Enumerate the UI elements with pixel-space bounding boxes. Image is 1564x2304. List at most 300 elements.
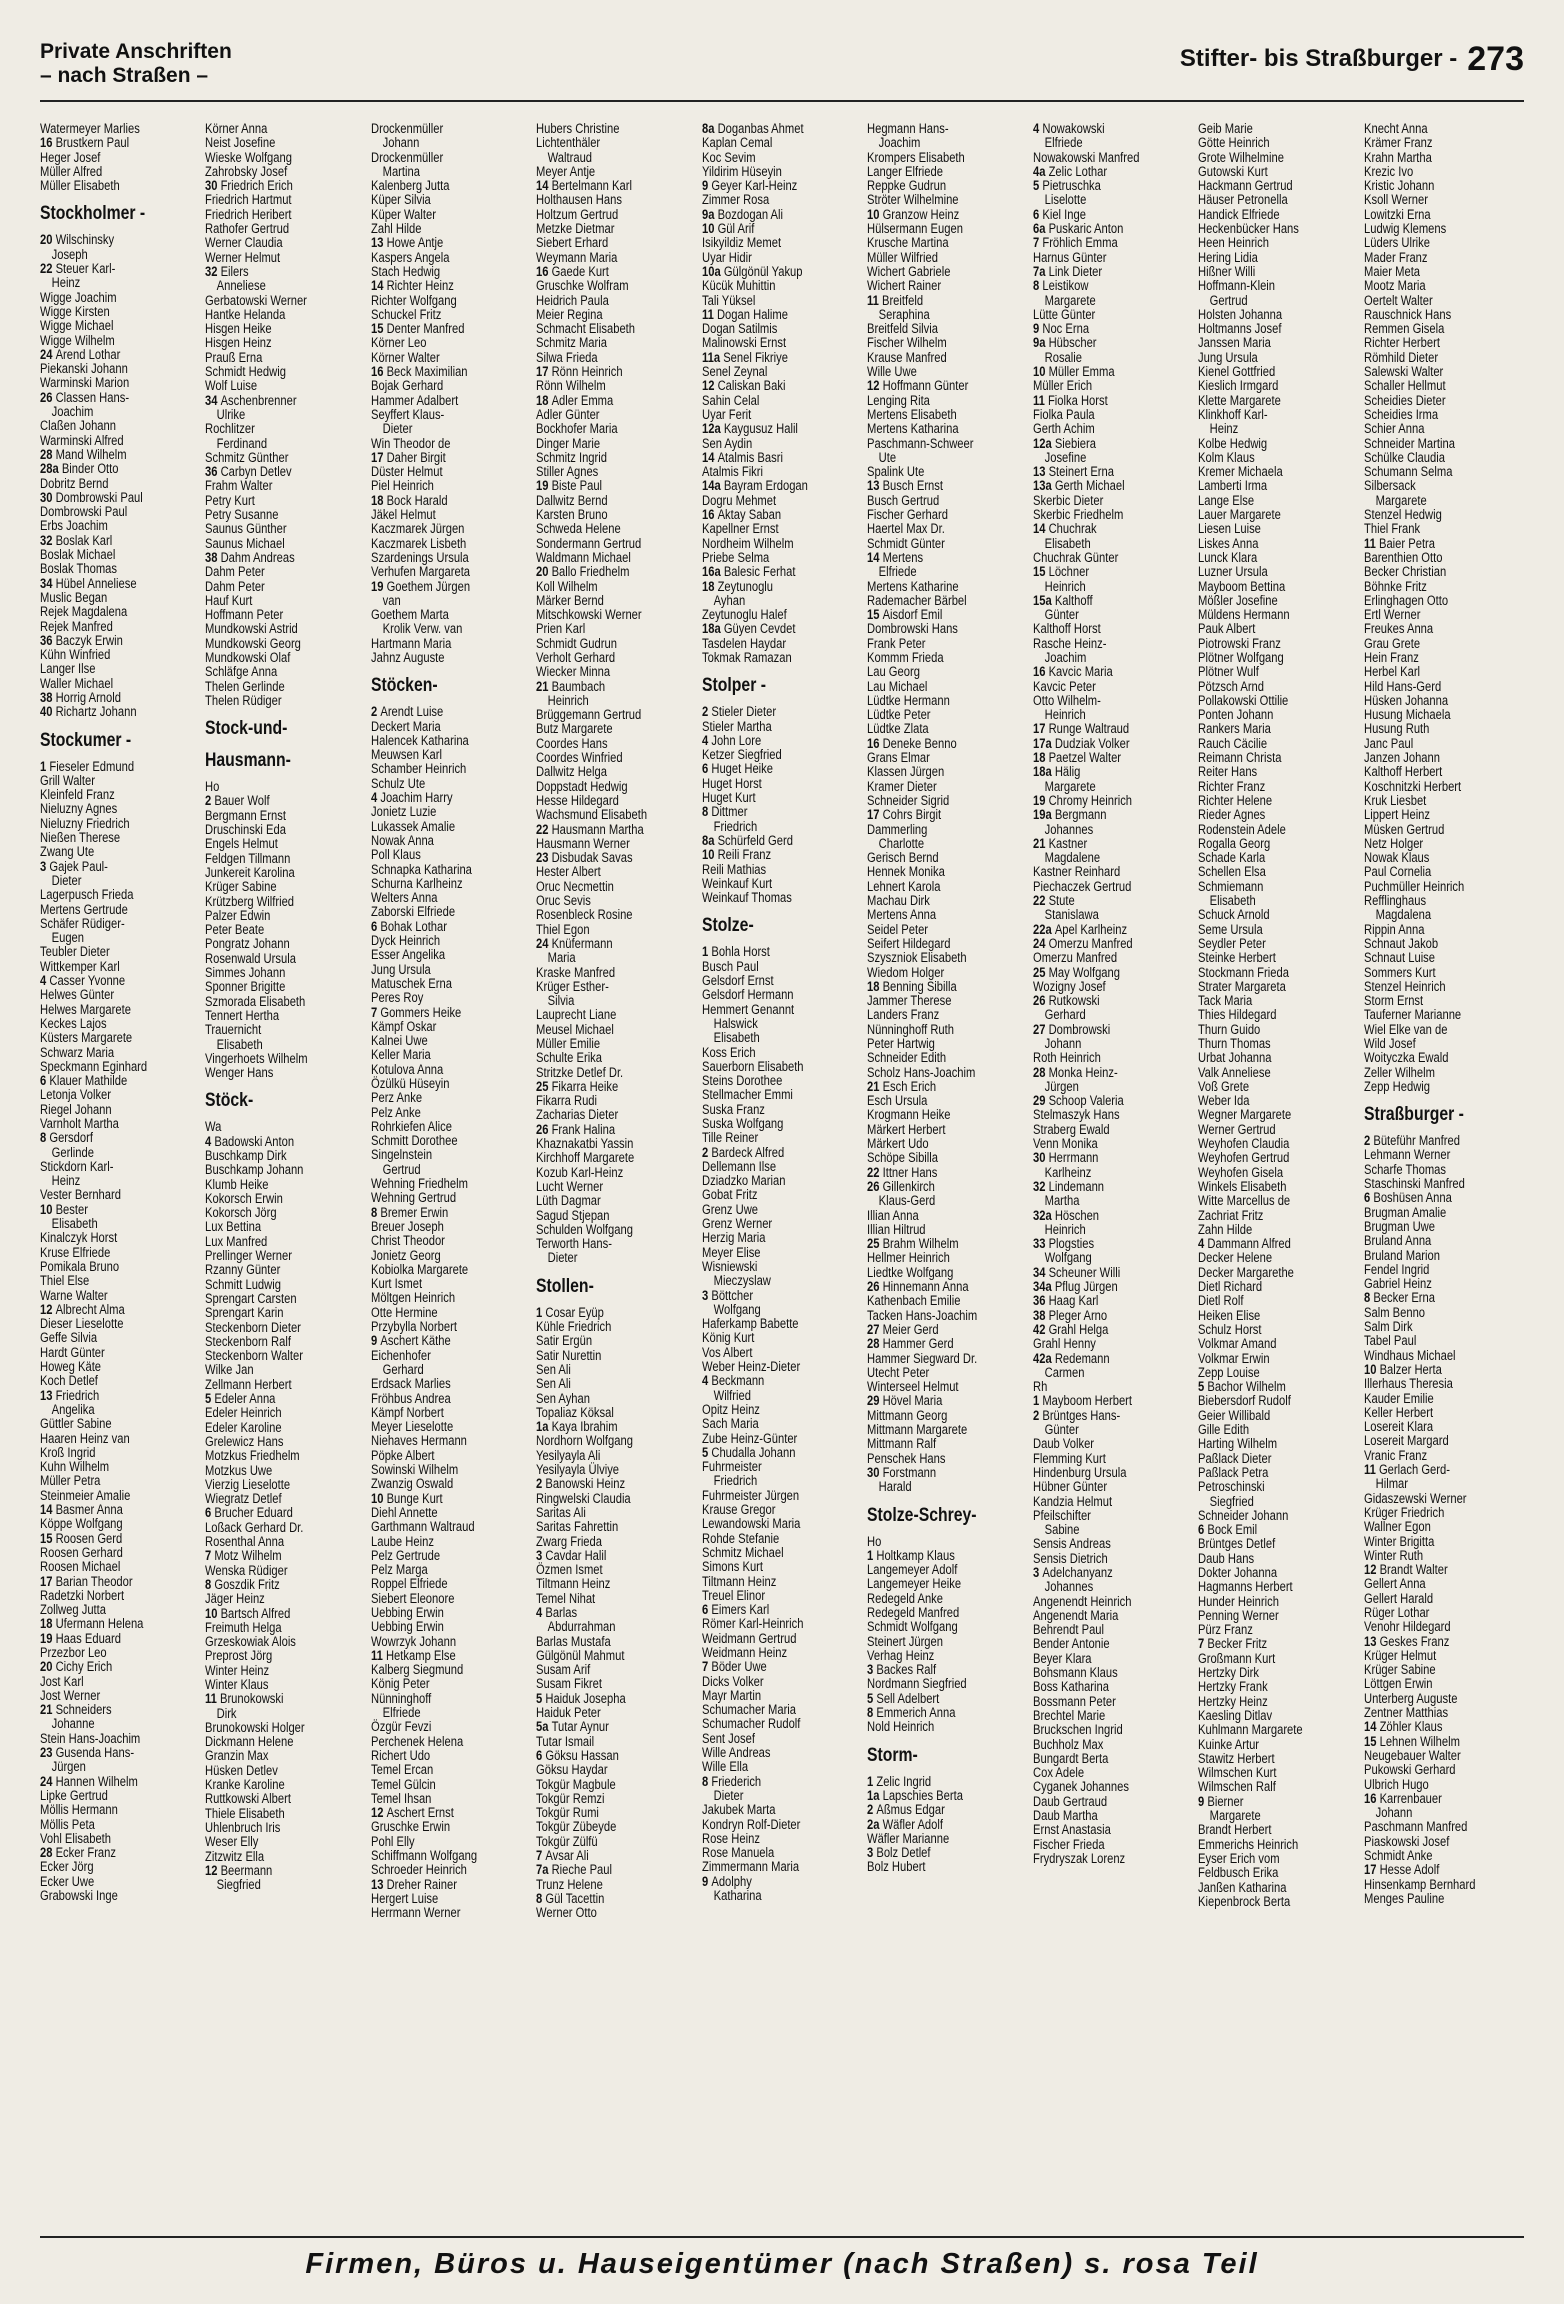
directory-entry: Schulz Ute bbox=[370, 775, 426, 791]
directory-entry: Uyar Hidir bbox=[701, 249, 752, 265]
entry-continuation: Maria bbox=[547, 950, 576, 966]
house-number: 4 bbox=[536, 1604, 546, 1620]
directory-entry: Schnaut Luise bbox=[1363, 950, 1435, 966]
house-number: 21 bbox=[40, 1702, 56, 1718]
directory-entry: Biebersdorf Rudolf bbox=[1198, 1393, 1291, 1409]
directory-entry: Göksu Haydar bbox=[536, 1762, 608, 1778]
house-number: 15 bbox=[1363, 1733, 1380, 1749]
directory-entry: Kämpf Oskar bbox=[370, 1018, 437, 1034]
directory-entry: 13a Gerth Michael bbox=[1032, 478, 1125, 494]
house-number: 10 bbox=[1363, 1361, 1380, 1377]
directory-entry: Lehmann Werner bbox=[1363, 1147, 1450, 1163]
directory-entry: Holtmanns Josef bbox=[1198, 321, 1282, 337]
house-number: 13 bbox=[40, 1387, 56, 1403]
directory-entry: Heiken Elise bbox=[1198, 1307, 1261, 1323]
directory-entry: Mayboom Bettina bbox=[1198, 578, 1286, 594]
house-number: 4 bbox=[1198, 1236, 1208, 1252]
directory-entry: Kühn Winfried bbox=[40, 647, 111, 663]
directory-entry: 2a Wäfler Adolf bbox=[867, 1816, 944, 1832]
directory-entry: Dietl Rolf bbox=[1198, 1293, 1244, 1309]
directory-entry: Roth Heinrich bbox=[1032, 1050, 1101, 1066]
directory-entry: Jonietz Luzie bbox=[370, 804, 437, 820]
directory-entry: Özmen Ismet bbox=[536, 1562, 603, 1578]
directory-entry: Volkmar Amand bbox=[1198, 1336, 1277, 1352]
directory-entry: 13 Howe Antje bbox=[370, 235, 444, 251]
house-number: 6 bbox=[370, 918, 381, 934]
directory-entry: Wegner Margarete bbox=[1198, 1107, 1292, 1123]
directory-entry: Petroschinski bbox=[1198, 1479, 1265, 1495]
directory-entry: 11 Baier Petra bbox=[1363, 535, 1435, 551]
directory-entry: Richter Franz bbox=[1198, 778, 1266, 794]
directory-entry: Wozigny Josef bbox=[1032, 978, 1106, 994]
house-number: 8a bbox=[701, 832, 718, 848]
section-title-line2: – nach Straßen – bbox=[40, 64, 209, 87]
directory-entry: Simons Kurt bbox=[701, 1559, 763, 1575]
directory-entry: Simmes Johann bbox=[205, 965, 286, 981]
directory-entry: Neist Josefine bbox=[205, 135, 276, 151]
directory-entry: Zepp Hedwig bbox=[1363, 1078, 1430, 1094]
directory-entry: Saunus Günther bbox=[205, 521, 288, 537]
directory-entry: Urbat Johanna bbox=[1198, 1050, 1272, 1066]
directory-entry: 34a Pflug Jürgen bbox=[1032, 1279, 1118, 1295]
directory-entry: Tasdelen Haydar bbox=[701, 635, 786, 651]
directory-entry: Hemmert Genannt bbox=[701, 1001, 794, 1017]
directory-entry: 25 May Wolfgang bbox=[1032, 964, 1120, 980]
directory-entry: Coordes Winfried bbox=[536, 750, 623, 766]
directory-entry: Rauch Cäcilie bbox=[1198, 735, 1268, 751]
directory-entry: Rejek Manfred bbox=[40, 618, 113, 634]
directory-entry: Hartmann Maria bbox=[370, 635, 452, 651]
directory-entry: Flemming Kurt bbox=[1032, 1450, 1106, 1466]
house-number: 12a bbox=[701, 421, 724, 437]
house-number: 13 bbox=[867, 478, 883, 494]
directory-entry: Yesilyayla Ülviye bbox=[536, 1462, 620, 1478]
directory-entry: Seme Ursula bbox=[1198, 921, 1263, 937]
directory-entry: 18 Benning Sibilla bbox=[867, 978, 957, 994]
directory-entry: Krüger Esther- bbox=[536, 978, 610, 994]
directory-entry: Uebbing Erwin bbox=[370, 1619, 444, 1635]
directory-entry: Gutowski Kurt bbox=[1198, 163, 1268, 179]
directory-entry: Grans Elmar bbox=[867, 750, 931, 766]
directory-entry: Sensis Andreas bbox=[1032, 1536, 1111, 1552]
directory-entry: 18 Ufermann Helena bbox=[40, 1616, 144, 1632]
directory-entry: Kalthoff Herbert bbox=[1363, 764, 1442, 780]
house-number: 17a bbox=[1032, 735, 1055, 751]
entry-continuation: Johannes bbox=[1044, 821, 1093, 837]
directory-entry: Langer Ilse bbox=[40, 661, 96, 677]
directory-entry: 1a Kaya Ibrahim bbox=[536, 1419, 618, 1435]
directory-entry: Rieder Agnes bbox=[1198, 807, 1266, 823]
directory-entry: Neugebauer Walter bbox=[1363, 1747, 1461, 1763]
directory-entry: 17 Cohrs Birgit bbox=[867, 807, 942, 823]
directory-entry: Wallner Egon bbox=[1363, 1519, 1431, 1535]
directory-entry: Daub Martha bbox=[1032, 1808, 1098, 1824]
directory-entry: 26 Hinnemann Anna bbox=[867, 1279, 969, 1295]
directory-entry: Seyffert Klaus- bbox=[370, 406, 445, 422]
entry-continuation: Gerhard bbox=[1044, 1007, 1086, 1023]
directory-entry: Stawitz Herbert bbox=[1198, 1750, 1275, 1766]
section-title-line1: Private Anschriften bbox=[40, 40, 232, 63]
directory-entry: Volkmar Erwin bbox=[1198, 1350, 1270, 1366]
directory-entry: 24 Hannen Wilhelm bbox=[40, 1773, 138, 1789]
directory-entry: Laube Heinz bbox=[370, 1533, 434, 1549]
directory-entry: Beyer Klara bbox=[1032, 1650, 1092, 1666]
directory-entry: 6 Bohak Lothar bbox=[370, 918, 447, 934]
house-number: 16 bbox=[1363, 1790, 1380, 1806]
house-number: 4 bbox=[205, 1133, 215, 1149]
directory-entry: 2 Bardeck Alfred bbox=[701, 1144, 784, 1160]
directory-entry: Güttler Sabine bbox=[40, 1416, 112, 1432]
directory-entry: 8 Gersdorf bbox=[40, 1130, 93, 1146]
directory-entry: Thurn Thomas bbox=[1198, 1036, 1271, 1051]
directory-entry: 6 Klauer Mathilde bbox=[40, 1073, 128, 1089]
entry-continuation: Ute bbox=[878, 449, 897, 465]
directory-entry: Brunokowski Holger bbox=[205, 1719, 306, 1735]
directory-entry: 7 Becker Fritz bbox=[1198, 1636, 1268, 1652]
page-footer: Firmen, Büros u. Hauseigentümer (nach Straßen) s. rosa Teil bbox=[40, 2236, 1524, 2281]
house-number: 1 bbox=[1032, 1393, 1043, 1409]
house-number: 26 bbox=[1032, 993, 1049, 1009]
entry-continuation: Silvia bbox=[547, 993, 575, 1009]
directory-entry: Steckenborn Ralf bbox=[205, 1333, 292, 1349]
directory-entry: Krause Manfred bbox=[867, 349, 947, 365]
directory-entry: Körner Anna bbox=[205, 122, 268, 136]
directory-entry: 32a Höschen bbox=[1032, 1207, 1099, 1223]
house-number: 6 bbox=[205, 1505, 215, 1521]
directory-entry: Gobat Fritz bbox=[701, 1187, 758, 1203]
directory-entry: Janzen Johann bbox=[1363, 750, 1440, 766]
directory-entry: 14 Basmer Anna bbox=[40, 1502, 123, 1518]
directory-entry: Voß Grete bbox=[1198, 1078, 1250, 1094]
directory-entry: Kotulova Anna bbox=[370, 1061, 444, 1077]
directory-entry: Adler Günter bbox=[536, 406, 600, 422]
directory-entry: 10 Balzer Herta bbox=[1363, 1361, 1442, 1377]
directory-entry: Schmitz Günther bbox=[205, 449, 289, 465]
directory-entry: Janc Paul bbox=[1363, 735, 1413, 751]
directory-entry: Krezic Ivo bbox=[1363, 163, 1413, 179]
directory-entry: Freukes Anna bbox=[1363, 621, 1433, 637]
directory-entry: Redegeld Manfred bbox=[867, 1604, 960, 1620]
directory-entry: Nold Heinrich bbox=[867, 1719, 935, 1735]
directory-entry: Mundkowski Georg bbox=[205, 635, 302, 651]
entry-continuation: Margarete bbox=[1375, 492, 1427, 508]
directory-entry: Verhag Heinz bbox=[867, 1647, 935, 1663]
house-number: 20 bbox=[40, 232, 56, 248]
directory-column bbox=[1033, 122, 1193, 2212]
directory-entry: Gelsdorf Ernst bbox=[701, 973, 774, 989]
directory-entry: Wa bbox=[205, 1119, 222, 1135]
directory-entry: Frydryszak Lorenz bbox=[1032, 1850, 1125, 1866]
directory-entry: Brechtel Marie bbox=[1032, 1707, 1105, 1723]
entry-continuation: Josefine bbox=[1044, 449, 1087, 465]
house-number: 10a bbox=[701, 263, 724, 279]
directory-entry: Zimmer Rosa bbox=[701, 192, 770, 208]
directory-entry: Müller Alfred bbox=[40, 163, 103, 179]
directory-entry: Meuwsen Karl bbox=[370, 747, 442, 763]
directory-entry: Tauferner Marianne bbox=[1363, 1007, 1461, 1023]
directory-entry: Möllis Hermann bbox=[40, 1802, 118, 1818]
directory-column bbox=[205, 122, 365, 2212]
entry-continuation: Jürgen bbox=[1044, 1078, 1079, 1094]
house-number: 11 bbox=[1363, 535, 1379, 551]
house-number: 10 bbox=[205, 1605, 222, 1621]
directory-entry: Kandzia Helmut bbox=[1032, 1493, 1112, 1509]
directory-entry: Müller Wilfried bbox=[867, 249, 939, 265]
directory-entry: Suska Wolfgang bbox=[701, 1116, 784, 1131]
directory-entry: Schmiemann bbox=[1198, 878, 1264, 894]
directory-entry: 32 Boslak Karl bbox=[40, 532, 113, 548]
directory-entry: Thelen Rüdiger bbox=[205, 692, 283, 708]
directory-entry: Römer Karl-Heinrich bbox=[701, 1616, 804, 1632]
directory-entry: Winter Brigitta bbox=[1363, 1533, 1434, 1549]
directory-entry: 10 Müller Emma bbox=[1032, 364, 1115, 380]
directory-entry: Motzkus Friedhelm bbox=[205, 1448, 301, 1464]
directory-entry: Ksoll Werner bbox=[1363, 192, 1428, 208]
directory-entry: Kinalczyk Horst bbox=[40, 1230, 118, 1246]
entry-continuation: Dieter bbox=[51, 872, 82, 888]
directory-entry: 34 Hübel Anneliese bbox=[40, 575, 137, 591]
directory-entry: Liedtke Wolfgang bbox=[867, 1264, 954, 1280]
house-number: 6 bbox=[40, 1073, 50, 1089]
directory-entry: Rankers Maria bbox=[1198, 721, 1271, 737]
directory-entry: Zepp Louise bbox=[1198, 1364, 1260, 1380]
entry-continuation: Carmen bbox=[1044, 1364, 1085, 1380]
directory-entry: 34 Scheuner Willi bbox=[1032, 1264, 1120, 1280]
directory-entry: Prellinger Werner bbox=[205, 1248, 293, 1264]
directory-entry: Schaller Hellmut bbox=[1363, 378, 1446, 394]
directory-entry: 5 Sell Adelbert bbox=[867, 1690, 940, 1706]
directory-entry: Gellert Harald bbox=[1363, 1590, 1433, 1606]
house-number: 26 bbox=[867, 1279, 883, 1295]
directory-entry: Harnus Günter bbox=[1032, 249, 1107, 265]
directory-entry: Przybylla Norbert bbox=[370, 1319, 457, 1335]
street-heading: Stolze-Schrey- bbox=[867, 1504, 977, 1526]
directory-entry: 13 Dreher Rainer bbox=[370, 1876, 457, 1892]
directory-entry: Grill Walter bbox=[40, 772, 95, 788]
entry-continuation: Eugen bbox=[51, 930, 85, 946]
directory-entry: Krause Gregor bbox=[701, 1502, 776, 1518]
directory-entry: Stiller Agnes bbox=[536, 464, 599, 480]
directory-entry: Wilmschen Kurt bbox=[1198, 1765, 1277, 1781]
house-number: 12 bbox=[40, 1301, 56, 1317]
directory-entry: 5 Bachor Wilhelm bbox=[1198, 1379, 1286, 1395]
directory-entry: Rohde Stefanie bbox=[701, 1530, 780, 1546]
directory-entry: Piotrowski Franz bbox=[1198, 635, 1281, 651]
directory-entry: Uyar Ferit bbox=[701, 406, 751, 422]
house-number: 25 bbox=[1032, 964, 1049, 980]
house-number: 22 bbox=[867, 1164, 883, 1180]
directory-entry: Kuhlmann Margarete bbox=[1198, 1722, 1303, 1738]
directory-entry: Stelmaszyk Hans bbox=[1032, 1107, 1120, 1123]
directory-entry: Daub Volker bbox=[1032, 1436, 1094, 1452]
directory-entry: Decker Helene bbox=[1198, 1250, 1273, 1266]
directory-entry: Hester Albert bbox=[536, 864, 602, 880]
directory-entry: Meyer Lieselotte bbox=[370, 1419, 454, 1435]
directory-entry: Boss Katharina bbox=[1032, 1679, 1109, 1695]
house-number: 7 bbox=[701, 1659, 712, 1675]
directory-entry: 3 Bolz Detlef bbox=[867, 1845, 931, 1861]
entry-continuation: Halswick bbox=[713, 1015, 758, 1031]
house-number: 16a bbox=[701, 564, 724, 580]
house-number: 27 bbox=[867, 1321, 883, 1337]
directory-entry: 21 Baumbach bbox=[536, 678, 606, 694]
directory-entry: Witte Marcellus de bbox=[1198, 1193, 1291, 1209]
house-number: 22 bbox=[1032, 893, 1049, 909]
directory-entry: Hellmer Heinrich bbox=[867, 1250, 951, 1266]
directory-entry: Speckmann Eginhard bbox=[40, 1058, 148, 1074]
house-number: 29 bbox=[867, 1393, 883, 1409]
entry-continuation: Heinrich bbox=[547, 692, 590, 708]
directory-entry: Klumb Heike bbox=[205, 1176, 269, 1192]
house-number: 10 bbox=[40, 1201, 56, 1217]
house-number: 1 bbox=[867, 1547, 877, 1563]
directory-entry: Lüth Dagmar bbox=[536, 1193, 602, 1209]
directory-entry: Kozub Karl-Heinz bbox=[536, 1164, 624, 1180]
directory-entry: Kathenbach Emilie bbox=[867, 1293, 961, 1309]
directory-entry: Temel Gülcin bbox=[370, 1776, 436, 1792]
entry-continuation: Siegfried bbox=[217, 1877, 262, 1893]
entry-continuation: Heinrich bbox=[1044, 707, 1086, 723]
directory-entry: Kastner Reinhard bbox=[1032, 864, 1120, 880]
entry-continuation: Wolfgang bbox=[1044, 1250, 1092, 1266]
directory-entry: 1 Mayboom Herbert bbox=[1032, 1393, 1132, 1409]
directory-entry: Schnapka Katharina bbox=[370, 861, 472, 877]
directory-entry: Tokmak Ramazan bbox=[701, 649, 792, 665]
directory-column bbox=[40, 122, 200, 2212]
directory-entry: Tiltmann Heinz bbox=[701, 1573, 777, 1589]
directory-entry: 22 Hausmann Martha bbox=[536, 821, 645, 837]
directory-entry: Wolf Luise bbox=[205, 378, 258, 394]
directory-entry: Behrendt Paul bbox=[1032, 1622, 1104, 1638]
directory-entry: Kolbe Hedwig bbox=[1198, 435, 1268, 451]
directory-entry: Redegeld Anke bbox=[867, 1590, 944, 1606]
directory-entry: 28 Hammer Gerd bbox=[867, 1336, 954, 1352]
directory-entry: Rohrkiefen Alice bbox=[370, 1118, 452, 1134]
entry-continuation: Joachim bbox=[1044, 649, 1087, 665]
directory-entry: 8a Schürfeld Gerd bbox=[701, 832, 793, 848]
house-number: 17 bbox=[40, 1573, 56, 1589]
directory-entry: Zwanzig Oswald bbox=[370, 1476, 454, 1492]
directory-entry: Rh bbox=[1032, 1379, 1047, 1395]
house-number: 15 bbox=[867, 607, 883, 623]
directory-entry: Lau Georg bbox=[867, 664, 921, 680]
directory-entry: Schmidt Gudrun bbox=[536, 635, 618, 651]
street-heading: Stöcken- bbox=[370, 675, 438, 697]
directory-entry: Otto Wilhelm- bbox=[1032, 692, 1101, 708]
house-number: 8 bbox=[536, 1890, 546, 1906]
directory-entry: Siebert Eleonore bbox=[370, 1590, 455, 1606]
directory-entry: Sponner Brigitte bbox=[205, 979, 286, 995]
entry-continuation: Margarete bbox=[1209, 1808, 1261, 1824]
directory-entry: Perchenek Helena bbox=[370, 1733, 464, 1749]
directory-entry: Reimann Christa bbox=[1198, 750, 1282, 766]
directory-entry: König Peter bbox=[370, 1676, 430, 1692]
directory-entry: Zeytunoglu Halef bbox=[701, 607, 787, 623]
directory-entry: 12 Brandt Walter bbox=[1363, 1562, 1448, 1578]
directory-entry: Wenska Rüdiger bbox=[205, 1562, 289, 1578]
directory-entry: Plötner Wulf bbox=[1198, 664, 1259, 680]
directory-entry: Kaczmarek Lisbeth bbox=[370, 535, 467, 551]
directory-entry: Wieske Wolfgang bbox=[205, 149, 293, 165]
house-number: 22 bbox=[536, 821, 552, 837]
directory-entry: Vranic Franz bbox=[1363, 1447, 1427, 1463]
directory-entry: Dogan Satilmis bbox=[701, 321, 778, 337]
entry-continuation: Gerhard bbox=[382, 1361, 424, 1377]
directory-entry: Schmidt Anke bbox=[1363, 1848, 1433, 1864]
house-number: 26 bbox=[867, 1178, 883, 1194]
directory-entry: Kolm Klaus bbox=[1198, 449, 1255, 465]
house-number: 12 bbox=[701, 378, 718, 394]
directory-entry: 8 Friederich bbox=[701, 1773, 761, 1789]
directory-entry: Pollakowski Ottilie bbox=[1198, 692, 1289, 708]
directory-entry: 11 Brunokowski bbox=[205, 1691, 284, 1707]
directory-entry: Butz Margarete bbox=[536, 721, 613, 737]
directory-entry: Schumann Selma bbox=[1363, 464, 1452, 480]
directory-entry: Winkels Elisabeth bbox=[1198, 1178, 1287, 1194]
directory-entry: Fröhbus Andrea bbox=[370, 1390, 451, 1406]
directory-entry: König Kurt bbox=[701, 1330, 755, 1346]
directory-entry: Scholz Hans-Joachim bbox=[867, 1064, 976, 1080]
directory-entry: Doppstadt Hedwig bbox=[536, 778, 628, 794]
directory-entry: Warminski Alfred bbox=[40, 432, 124, 448]
directory-entry: Lüdtke Zlata bbox=[867, 721, 929, 737]
directory-entry: 6 Boshüsen Anna bbox=[1363, 1190, 1452, 1206]
directory-entry: 13 Friedrich bbox=[40, 1387, 100, 1403]
directory-entry: Hertzky Heinz bbox=[1198, 1693, 1268, 1709]
directory-entry: 22a Apel Karlheinz bbox=[1032, 921, 1127, 937]
directory-entry: 17a Dudziak Volker bbox=[1032, 735, 1130, 751]
directory-entry: 40 Richartz Johann bbox=[40, 704, 137, 720]
directory-entry: 12a Siebiera bbox=[1032, 435, 1096, 451]
directory-entry: Märkert Udo bbox=[867, 1136, 929, 1152]
directory-entry: 9 Adolphy bbox=[701, 1873, 752, 1889]
directory-entry: Heen Heinrich bbox=[1198, 235, 1270, 251]
directory-entry: Dietl Richard bbox=[1198, 1279, 1263, 1295]
house-number: 20 bbox=[536, 564, 552, 580]
directory-entry: Peter Beate bbox=[205, 922, 265, 938]
directory-entry: Hild Hans-Gerd bbox=[1363, 678, 1441, 694]
directory-entry: 18a Güyen Cevdet bbox=[701, 621, 796, 637]
directory-entry: Jahnz Auguste bbox=[370, 649, 445, 665]
directory-entry: Hagmanns Herbert bbox=[1198, 1579, 1293, 1595]
directory-entry: Kapellner Ernst bbox=[701, 521, 779, 537]
directory-entry: Lütte Günter bbox=[1032, 306, 1095, 322]
directory-entry: Rosenwald Ursula bbox=[205, 950, 297, 966]
house-number: 5 bbox=[1198, 1379, 1208, 1395]
house-number: 3 bbox=[40, 858, 50, 874]
directory-entry: Lange Else bbox=[1198, 492, 1255, 508]
directory-entry: Satir Ergün bbox=[536, 1333, 593, 1349]
house-number: 26 bbox=[536, 1121, 552, 1137]
house-number: 32a bbox=[1032, 1207, 1055, 1223]
directory-entry: 4 Badowski Anton bbox=[205, 1133, 295, 1149]
directory-entry: Hackmann Gertrud bbox=[1198, 178, 1293, 194]
directory-entry: Hoffmann Peter bbox=[205, 607, 284, 623]
directory-entry: Tutar Ismail bbox=[536, 1733, 595, 1749]
directory-entry: Schwarz Maria bbox=[40, 1044, 115, 1060]
directory-entry: Grenz Werner bbox=[701, 1216, 772, 1232]
directory-entry: Krogmann Heike bbox=[867, 1107, 951, 1123]
directory-entry: Breuer Joseph bbox=[370, 1218, 444, 1234]
directory-entry: Lau Michael bbox=[867, 678, 928, 694]
directory-entry: Tack Maria bbox=[1198, 993, 1253, 1009]
directory-entry: Stellmacher Emmi bbox=[701, 1087, 793, 1103]
directory-entry: Meier Regina bbox=[536, 306, 603, 322]
house-number: 7 bbox=[205, 1548, 215, 1564]
entry-continuation: Dieter bbox=[713, 1787, 744, 1803]
directory-entry: Ringwelski Claudia bbox=[536, 1490, 631, 1506]
directory-entry: Fiolka Paula bbox=[1032, 406, 1095, 422]
